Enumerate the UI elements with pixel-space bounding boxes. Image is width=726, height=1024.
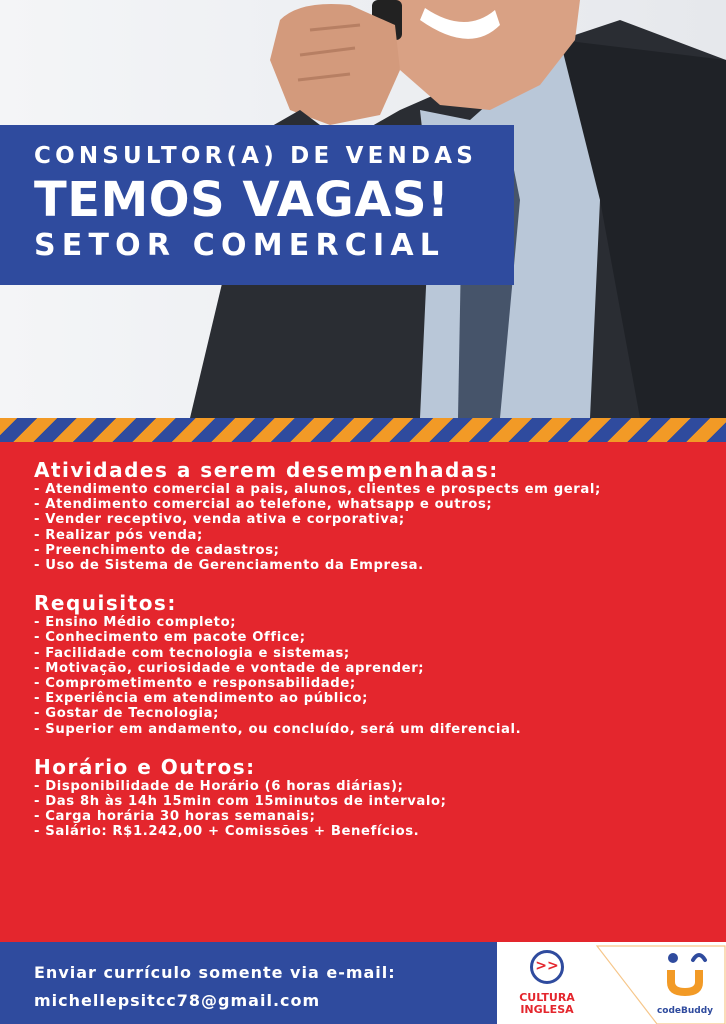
requirements-title: Requisitos: (34, 591, 177, 616)
list-item: - Facilidade com tecnologia e sistemas; (34, 645, 350, 661)
cultura-inglesa-icon: >> (530, 950, 564, 984)
contact-label: Enviar currículo somente via e-mail: (34, 963, 396, 982)
list-item: - Realizar pós venda; (34, 527, 203, 543)
contact-email[interactable]: michellepsitcc78@gmail.com (34, 991, 321, 1010)
list-item: - Superior em andamento, ou concluído, será um diferencial. (34, 721, 522, 737)
schedule-list (34, 779, 726, 840)
contact-footer (0, 942, 497, 1024)
list-item: - Atendimento comercial ao telefone, whatsapp e outros; (34, 497, 493, 513)
headline: TEMOS VAGAS! (34, 172, 450, 228)
codebuddy-icon (655, 948, 715, 1000)
list-item: - Carga horária 30 horas semanais; (34, 809, 316, 825)
list-item: - Vender receptivo, venda ativa e corporativa; (34, 512, 405, 528)
department-title: SETOR COMERCIAL (34, 228, 446, 263)
list-item: - Das 8h às 14h 15min com 15minutos de intervalo; (34, 794, 447, 810)
list-item: - Gostar de Tecnologia; (34, 706, 220, 722)
list-item: - Uso de Sistema de Gerenciamento da Empresa. (34, 558, 424, 574)
activities-section (34, 458, 726, 573)
hero-photo (0, 0, 726, 418)
title-box (0, 125, 514, 285)
codebuddy-logo (647, 948, 723, 1020)
hazard-stripe-divider (0, 418, 726, 442)
activities-title: Atividades a serem desempenhadas: (34, 458, 499, 482)
list-item: - Comprometimento e responsabilidade; (34, 676, 356, 692)
list-item: - Disponibilidade de Horário (6 horas diárias); (34, 778, 404, 794)
job-title: CONSULTOR(A) DE VENDAS (34, 143, 477, 169)
list-item: - Salário: R$1.242,00 + Comissões + Benefícios. (34, 824, 420, 840)
schedule-section (34, 755, 726, 840)
list-item: - Conhecimento em pacote Office; (34, 630, 306, 646)
schedule-title: Horário e Outros: (34, 754, 256, 779)
list-item: - Preenchimento de cadastros; (34, 542, 280, 558)
cultura-inglesa-logo (509, 950, 585, 1020)
requirements-list (34, 615, 726, 737)
requirements-section (34, 591, 726, 737)
activities-list (34, 482, 726, 573)
list-item: - Atendimento comercial a pais, alunos, clientes e prospects em geral; (34, 482, 601, 497)
list-item: - Motivação, curiosidade e vontade de aprender; (34, 660, 425, 676)
sponsor-logos (497, 942, 726, 1024)
job-details (0, 442, 726, 942)
list-item: - Experiência em atendimento ao público; (34, 691, 368, 707)
cultura-inglesa-wordmark: CULTURA INGLESA (519, 991, 575, 1016)
codebuddy-wordmark: codeBuddy (656, 1006, 714, 1016)
list-item: - Ensino Médio completo; (34, 615, 237, 631)
